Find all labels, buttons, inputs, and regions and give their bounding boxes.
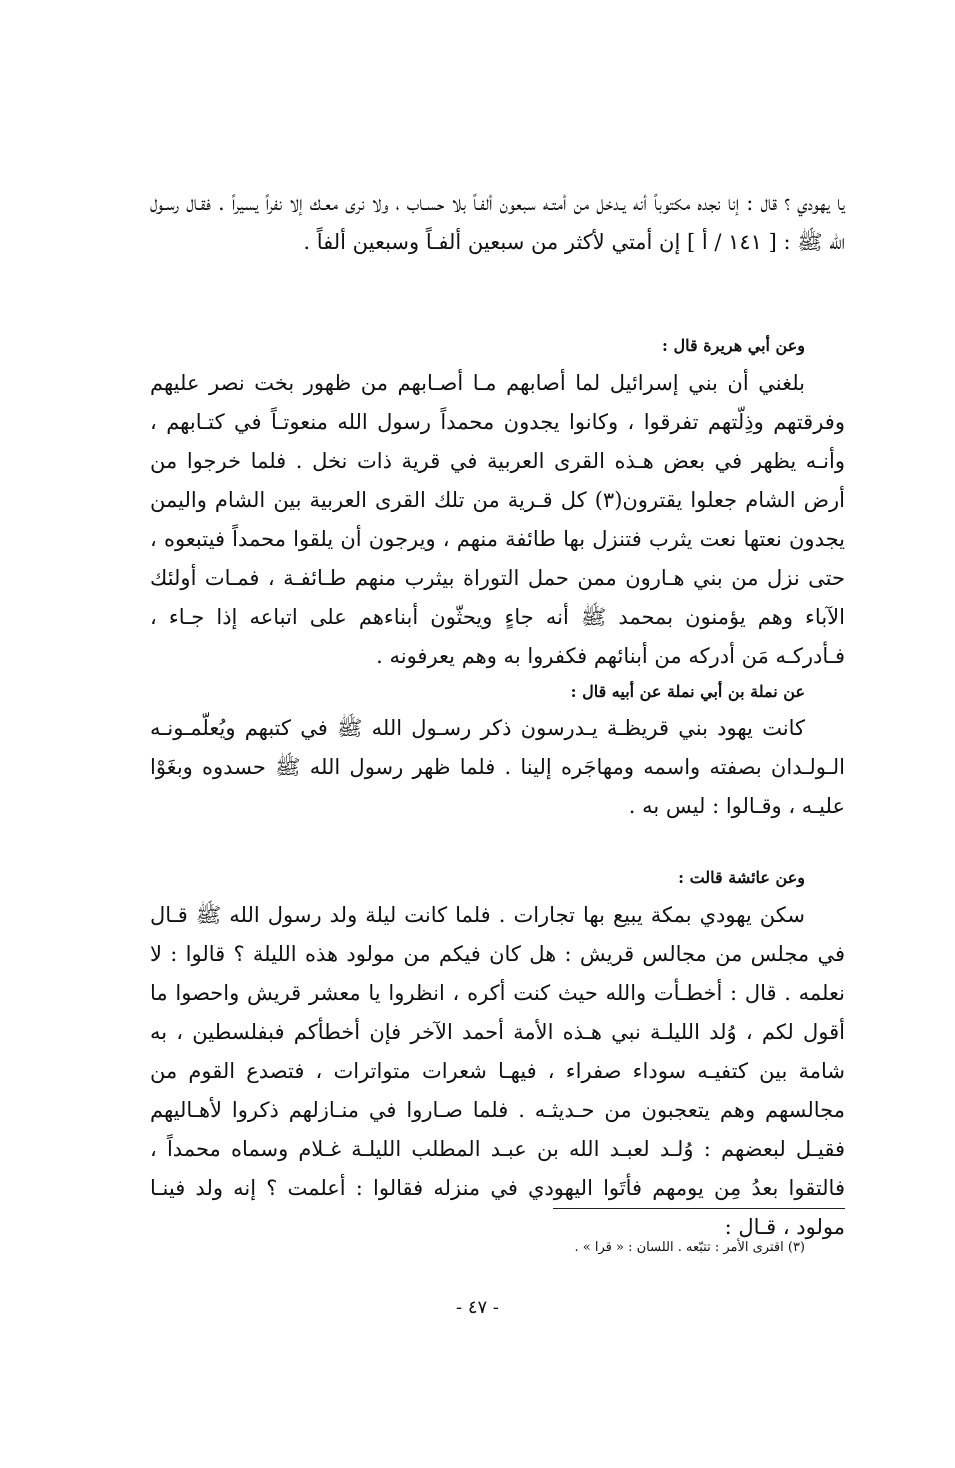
paragraph-qurayzah (150, 709, 845, 826)
paragraph-makkah-jew (150, 896, 845, 1247)
paragraph-continuation (150, 184, 845, 262)
narration-heading: وعن عائشة قالت : (678, 868, 805, 887)
body-paragraph: بلغني أن بني إسرائيل لما أصابهم مـا أصـابهم من ظهور بخت نصر عليهم وفرقتهم وذِلّتهم تفرقوا ، وكانوا يجدون محمداً رسول الله منعوتـاً في كتـابهم ، وأنـه يظهر في بعض هـذه القرى العربية في قرية ذات نخل . فلما خرجوا من أرض الشام جعلوا يقترون(٣) كل قـرية من تلك القرى العربية بين الشام واليمن يجدون نعتها نعت يثرب فتنزل بها طائفة منهم ، ويرجون أن يلقوا محمداً فيتبعوه ، حتى نزل من بني هـارون ممن حمل التوراة بيثرب منهم طـائفـة ، فمـات أولئك الآباء وهم يؤمنون بمحمد ﷺ أنه جاءٍ ويحثّون أبناءهم على اتباعه إذا جـاء ، فـأدركـه مَن أدركه من أبنائهم فكفروا به وهم يعرفونه . (150, 371, 845, 668)
footnote-divider (553, 1208, 845, 1209)
narration-heading: عن نملة بن أبي نملة عن أبيه قال : (570, 682, 805, 701)
document-page (150, 0, 845, 1468)
narration-heading: وعن أبي هريرة قال : (662, 336, 805, 355)
footnote: (٣) اقترى الأمر : تتبّعه . اللسان : « قرا » . (574, 1240, 805, 1255)
body-paragraph: كانت يهود بني قريظـة يـدرسون ذكر رسـول الله ﷺ في كتبهم ويُعلّمـونـه الـولـدان بصفته واسمه ومهاجَره إلينا . فلما ظهر رسول الله ﷺ حسدوه وبغَوْا عليـه ، وقـالوا : ليس به . (150, 716, 845, 818)
paragraph-bani-israil (150, 364, 845, 676)
body-paragraph: يا يهودي ؟ قال : إنا نجده مكتوباً أنه يـدخل من أمتـه سبعون ألفـاً بلا حسـاب ، ولا نرى معـك إلا نفراً يسيراً . فقـال رسـول الله ﷺ : [ ١٤١ / أ ] إن أمتي لأكثر من سبعين ألفـاً وسبعين ألفاً . (150, 191, 845, 254)
body-paragraph: سكن يهودي بمكة يبيع بها تجارات . فلما كانت ليلة ولد رسول الله ﷺ قـال في مجلس من مجالس قريش : هل كان فيكم من مولود هذه الليلة ؟ قالوا : لا نعلمه . قال : أخطـأت والله حيث كنت أكره ، انظروا يا معشر قريش واحصوا ما أقول لكم ، وُلد الليلـة نبي هـذه الأمة أحمد الآخر فإن أخطأكم فبفلسطين ، به شامة بين كتفيـه سوداء صفراء ، فيهـا شعرات متواترات ، فتصدع القوم من مجالسهم وهم يتعجبون من حـديثـه . فلما صـاروا في منـازلهم ذكروا لأهـاليهم فقيـل لبعضهم : وُلـد لعبـد الله بن عبـد المطلب الليلـة غـلام وسماه محمداً ، فالتقوا بعدُ مِن يومهم فأتَوا اليهودي في منزله فقالوا : أعلمت ؟ إنه ولد فينـا مولود ، قـال : (150, 903, 845, 1239)
page-number: - ٤٧ - (456, 1297, 499, 1318)
section-heading-aishah (150, 866, 845, 890)
section-heading-namlah (150, 680, 845, 704)
section-heading-abu-hurayrah (150, 334, 845, 358)
